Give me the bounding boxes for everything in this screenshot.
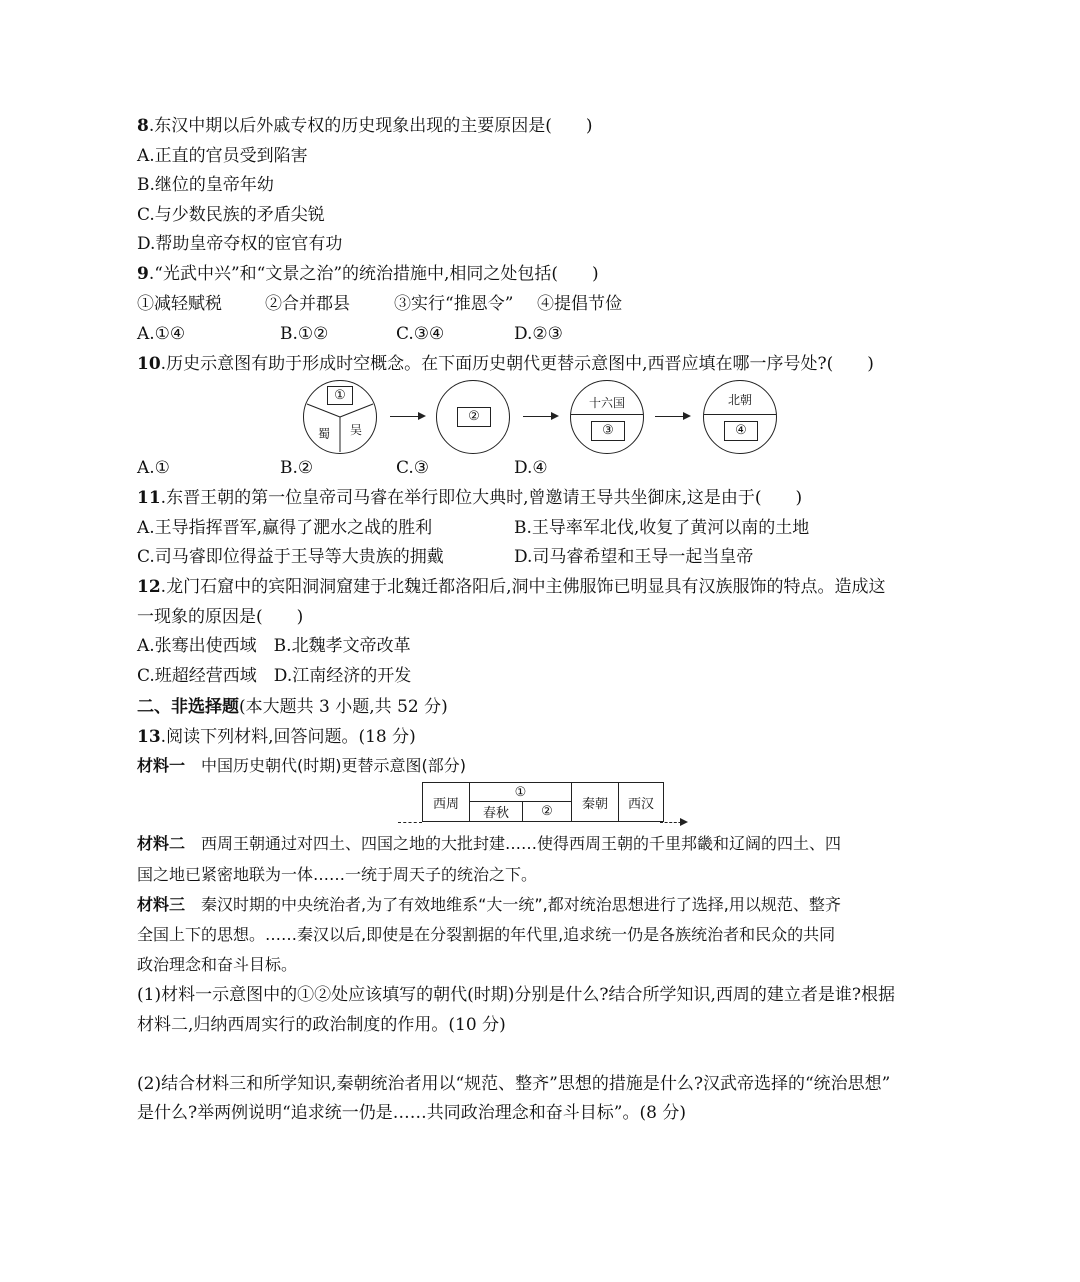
timeline-western-zhou: 西周 (423, 783, 470, 822)
q9-option-a: A.①④ (137, 324, 186, 344)
q8-option-d: D.帮助皇帝夺权的宦官有功 (137, 234, 343, 254)
q10-option-d: D.④ (514, 458, 548, 478)
q10-option-c: C.③ (396, 458, 430, 478)
q9-statement-1: ①减轻赋税 (137, 294, 222, 314)
slot-3: ③ (591, 421, 625, 441)
circle-4 (703, 380, 777, 454)
q13-stem: 13.阅读下列材料,回答问题。(18 分) (137, 727, 416, 747)
q12-options-ab: A.张骞出使西域 B.北魏孝文帝改革 (137, 636, 411, 656)
q9-statement-3: ③实行“推恩令” (394, 294, 514, 314)
q11-option-d: D.司马睿希望和王导一起当皇帝 (514, 547, 754, 567)
label-wu: 吴 (350, 423, 363, 437)
q11-stem: 11.东晋王朝的第一位皇帝司马睿在举行即位大典时,曾邀请王导共坐御床,这是由于( ) (137, 488, 803, 508)
timeline-qin: 秦朝 (572, 783, 619, 822)
q10-stem: 10.历史示意图有助于形成时空概念。在下面历史朝代更替示意图中,西晋应填在哪一序号处?( ) (137, 354, 874, 374)
circle-4-divider (704, 414, 776, 415)
label-shu: 蜀 (318, 427, 331, 441)
q8-option-b: B.继位的皇帝年幼 (137, 175, 274, 195)
circle-2 (436, 380, 510, 454)
q9-option-b: B.①② (280, 324, 329, 344)
arrow-1 (390, 416, 424, 417)
section2-heading: 二、非选择题(本大题共 3 小题,共 52 分) (137, 697, 448, 717)
slot-2: ② (457, 407, 491, 427)
q9-stem: 9.“光武中兴”和“文景之治”的统治措施中,相同之处包括( ) (137, 264, 599, 284)
material-3-line1: 材料三 秦汉时期的中央统治者,为了有效地维系“大一统”,都对统治思想进行了选择,用以规范、整齐 (137, 895, 841, 914)
timeline-slot-2: ② (523, 802, 572, 822)
label-sixteen-kingdoms: 十六国 (588, 396, 625, 410)
q12-stem-line1: 12.龙门石窟中的宾阳洞洞窟建于北魏迁都洛阳后,洞中主佛服饰已明显具有汉族服饰的特点。造成这 (137, 577, 886, 597)
q13-part1-line1: (1)材料一示意图中的①②处应该填写的朝代(时期)分别是什么?结合所学知识,西周的建立者是谁?根据 (137, 985, 895, 1005)
arrow-2 (523, 416, 557, 417)
q12-stem-line2: 一现象的原因是( ) (137, 607, 304, 627)
q10-option-a: A.① (137, 458, 170, 478)
circle-3 (570, 380, 644, 454)
q9-option-d: D.②③ (514, 324, 563, 344)
material-1: 材料一 中国历史朝代(时期)更替示意图(部分) (137, 756, 466, 775)
label-northern-dynasties: 北朝 (727, 393, 752, 407)
q9-statement-2: ②合并郡县 (265, 294, 350, 314)
material-2-line2: 国之地已紧密地联为一体……一统于周天子的统治之下。 (137, 865, 538, 884)
material-3-line2: 全国上下的思想。……秦汉以后,即使是在分裂割据的年代里,追求统一仍是各族统治者和民众的共同 (137, 925, 836, 944)
slot-1: ① (327, 386, 353, 405)
timeline-slot-1: ① (470, 783, 572, 802)
q11-option-c: C.司马睿即位得益于王导等大贵族的拥戴 (137, 547, 444, 567)
timeline-arrow (660, 822, 686, 823)
q11-option-a: A.王导指挥晋军,赢得了淝水之战的胜利 (137, 518, 433, 538)
q9-option-c: C.③④ (396, 324, 445, 344)
arrow-3 (655, 416, 689, 417)
q9-statement-4: ④提倡节俭 (537, 294, 622, 314)
q10-option-b: B.② (280, 458, 314, 478)
dynasty-timeline (422, 782, 664, 822)
q13-part2-line2: 是什么?举两例说明“追求统一仍是……共同政治理念和奋斗目标”。(8 分) (137, 1103, 686, 1123)
q12-options-cd: C.班超经营西域 D.江南经济的开发 (137, 666, 412, 686)
timeline-spring-autumn: 春秋 (470, 802, 523, 822)
circle-3-divider (571, 414, 643, 415)
q13-part2-line1: (2)结合材料三和所学知识,秦朝统治者用以“规范、整齐”思想的措施是什么?汉武帝选择的“统治思想” (137, 1074, 891, 1094)
circle-three-kingdoms (303, 380, 377, 454)
q11-option-b: B.王导率军北伐,收复了黄河以南的土地 (514, 518, 810, 538)
timeline-lead-line (398, 822, 422, 823)
q8-option-c: C.与少数民族的矛盾尖锐 (137, 205, 325, 225)
material-3-line3: 政治理念和奋斗目标。 (137, 955, 298, 974)
q8-option-a: A.正直的官员受到陷害 (137, 146, 308, 166)
q13-part1-line2: 材料二,归纳西周实行的政治制度的作用。(10 分) (137, 1015, 506, 1035)
material-2-line1: 材料二 西周王朝通过对四土、四国之地的大批封建……使得西周王朝的千里邦畿和辽阔的四土、四 (137, 834, 842, 853)
slot-4: ④ (724, 421, 758, 441)
q8-stem: 8.东汉中期以后外戚专权的历史现象出现的主要原因是( ) (137, 116, 593, 136)
timeline-western-han: 西汉 (619, 783, 664, 822)
